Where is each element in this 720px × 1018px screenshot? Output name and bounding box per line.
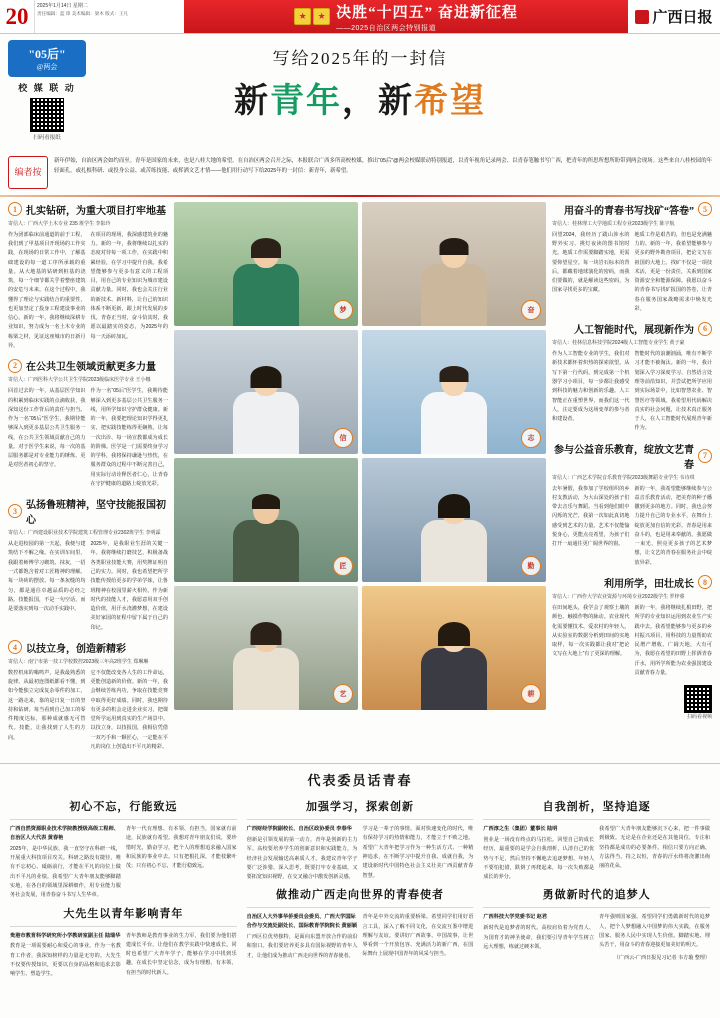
headline-part-3: ，新 (342, 83, 414, 120)
banner-title: 决胜“十四五” 奋进新征程 (336, 4, 518, 21)
entry-header (552, 441, 712, 471)
entry-author: 寄信人：广西大学土木专业 235 班学生 李影玲 (8, 220, 111, 227)
paper-logo (628, 0, 720, 33)
photo-badge: 信 (333, 428, 353, 448)
entry-header (8, 358, 168, 373)
letter-entry-5 (552, 202, 712, 314)
lower-heading-2b: 做推动广西走向世界的青春使者 (275, 889, 444, 902)
speaker-name-1: 广西自然资源职业技术学院教授级高级工程师、自治区人大代表 黄春艳 (10, 826, 119, 842)
lower-text-1c: 教育是一项需要耐心和爱心的事业。作为一名教育工作者，我深知榜样的力量是无穷的。大先生不仅要传授知识，更要以自身的品格和追求去影响学生、塑造学生。 (10, 943, 121, 978)
divider (483, 907, 710, 908)
lower-heading-2: 加强学习，探索创新 (305, 801, 414, 814)
entry-paragraph-right: 在项目的现场，我深感建筑业的魅力。新的一年，我将继续以扎实的态度对待每一项工作，在实践中积累经验，在学习中提升自我。我希望能够参与更多有意义的工程项目，用自己的专业知识为城市建设贡献力量。同时，我也会关注行业的新技术、新材料，让自己的知识体系不断更新，跟上时代发展的步伐。青春正当时，奋斗恰其时，我愿以最踏实的姿态，为2025年的每一天添砖加瓦。 (90, 231, 168, 340)
letter-entry-2 (8, 358, 168, 489)
lower-text-2c: 广西区位优势独特，是面向东盟开放合作的前沿和窗口。我们要培养更多具有国际视野的青年人才，让他们成为推动广西走向世界的青春使者。 (246, 934, 358, 959)
photo-3 (174, 330, 358, 454)
lower-text-2a: 创新是引领发展的第一动力，青年是创新的主力军。高校要培养学生的创新意识和实践能力，为经济社会发展输送高素质人才。我建议青年学子要广泛涉猎、深入思考，既要打牢专业基础，又要拓宽知识视野，在交叉融合中激发创新灵感。 (246, 837, 358, 881)
photo-7 (174, 586, 358, 710)
editor-note (8, 156, 712, 189)
letter-entry-8 (552, 575, 712, 678)
photo-badge: 梦 (333, 300, 353, 320)
entry-author: 寄信人：广西医科大学公共卫生学院2023级临床医学专业 王小娜 (8, 377, 151, 384)
lower-heading-1: 初心不忘，行能致远 (69, 801, 178, 814)
entry-header (8, 202, 168, 217)
right-column (552, 202, 712, 759)
entry-header (552, 321, 712, 336)
entry-paragraph-right: 它不仅能改变各人生的工作命运，更能创造新的价值。新的一年，我会继续苦练内功，争取在技能竞赛中取得更好成绩。同时，我也期待有更多的机会走进企业实习，把课堂所学运用到真实的生产场景中。以技立身，以技报国，我相信凭借一双巧手和一颗匠心，一定能在平凡的岗位上创造出不平凡的精彩。 (90, 669, 168, 750)
entry-paragraph-right: 地质工作是艰苦的，但也是充满魅力的。新的一年，我希望能够参与更多的野外勘查项目，把论文写在祖国的大地上。找矿不仅是一项技术活，更是一份责任，关系到国家资源安全和能源保障。我愿以奋斗的青春书写找矿报国的答卷，让青春在服务国家战略需求中焕发光彩。 (634, 231, 712, 312)
photo-badge: 奋 (521, 300, 541, 320)
editor-note-text: 新年伊始，自治区两会如约而至。青年是国家的未来，也是八桂大地的希望。在自治区两会召开之际，本报联合广西多所高校校媒，推出“05后”@两会校媒联动特别报道，以青年视角记录两会、以青春笔触书写广西，把青年的所思所想所盼带到两会现场。这些来自八桂校园的年轻面孔，或扎根科研、或投身公益、或苦练技能、或挥洒文艺才情——他们用行动写下给2025年的一封信：新青年，新希望。 (54, 158, 712, 174)
qr-code-icon[interactable] (30, 98, 64, 132)
entry-paragraph-left: 从走进校园的第一天起，我便与建筑结下不解之缘。在实训车间里，我跟着师傅学习砌筑、抹灰，一招一式都饱含着对工匠精神的理解。每一块砖的摆放、每一条灰缝的均匀，都是通往卓越品质的必经之路。技能报国，不是一句空话，而是要落实到每一次动手实践中。 (8, 541, 86, 613)
entry-author: 寄信人：广西建设职业技术学院建筑工程管理专业2302班学生 李明霖 (8, 530, 161, 537)
photo-1 (174, 202, 358, 326)
entry-paragraph-left: 作为人工智能专业的学生，我们对新技术都怀着炽热的探索欲望。从写下第一行代码，到完成第一个机器学习小项目，每一步都让我感受到科技的魅力和创新的乐趣。人工智能正在重塑世界，而我们这一代人，注定要成为这场变革的参与者和建设者。 (552, 351, 630, 423)
letter-entry-3 (8, 496, 168, 633)
qr-video-caption: 扫码看视频 (686, 714, 712, 721)
photo-2 (362, 202, 546, 326)
lower-text-3d: 青年强则国家强。希望同学们勇做新时代的追梦人，把个人梦想融入中国梦的伟大实践，在服务国家、服务人民中实现人生价值。脚踏实地、埋头苦干，用奋斗的青春迎接更加美好的明天。 (599, 914, 710, 949)
headline-block (0, 40, 720, 122)
left-column (8, 202, 168, 759)
kicker: 写给2025年的一封信 (272, 49, 448, 68)
photo-grid (174, 202, 546, 710)
entry-paragraph-right: 2025年，是我职业生涯的关键一年。我将继续打磨技艺，积极备战各类职业技能大赛，用奖牌证明自己的实力。同时，我也希望把所学技能传授给更多的学弟学妹，让鲁班精神在校园里薪火相传。作为新时代的技能人才，我愿意用双手创造价值，用汗水浇灌梦想，在建设美好家园的征程中留下属于自己的印记。 (90, 541, 168, 631)
lower-section-title: 代表委员话青春 (307, 773, 413, 789)
photo-column (174, 202, 546, 759)
photo-badge: 志 (521, 428, 541, 448)
entry-title: 人工智能时代，展现新作为 (574, 325, 694, 337)
speaker-name-1b: 贵港市教育科学研究所小学教研室副主任 陆瑞华 (10, 932, 121, 939)
lower-column-2 (247, 794, 474, 979)
masthead-meta (34, 0, 184, 33)
lower-column-3 (483, 794, 710, 979)
divider (10, 819, 237, 820)
lower-heading-3b: 勇做新时代的追梦人 (542, 889, 651, 902)
headline-part-1: 新 (234, 83, 270, 120)
page-title (0, 73, 720, 122)
lower-heading-3: 自我剖析，坚持追逐 (542, 801, 651, 814)
divider (10, 926, 237, 927)
entry-author: 寄信人：广西艺术学院音乐教育学院2023级舞蹈专业学生 韦诗琪 (552, 474, 695, 481)
masthead (0, 0, 720, 34)
photo-badge: 勤 (521, 556, 541, 576)
badge-box (8, 40, 86, 77)
lower-text-2d: 青年是中外交流的重要桥梁。希望同学们用好语言工具，深入了解不同文化，在交流互鉴中增进理解与友谊。要讲好广西故事、中国故事，让世界看到一个开放包容、充满活力的新广西，在国际舞台上展现中国青年的风采与担当。 (362, 914, 474, 958)
lower-section (0, 794, 720, 979)
lower-column-1 (10, 794, 237, 979)
entry-title: 以技立身，创造新精彩 (26, 643, 126, 655)
lower-credit: （广西云-广西日报见习记者 韦方璇 整理） (613, 955, 710, 962)
divider (247, 819, 474, 820)
entry-number: 3 (8, 504, 22, 518)
lower-text-3c: 新时代是追梦者的时代。高校肩负着为党育人、为国育才的神圣使命，我们要引导青年学生树立远大理想，练就过硬本领。 (483, 925, 595, 950)
entry-number: 8 (698, 575, 712, 589)
entry-paragraph-left: 去年暑假，我参加了学校组织的乡村支教活动，为大山深处的孩子们带去音乐与舞蹈。当看到他们眼中闪烁的光芒，我第一次如此真切地感受到艺术的力量。艺术不仅能愉悦身心，更能点亮希望，为孩子们打开一扇通往更广阔世界的窗。 (552, 485, 630, 548)
entry-title: 利用所学，田壮成长 (604, 578, 694, 590)
special-report-banner (184, 0, 628, 33)
paper-name: 广西日报 (652, 10, 713, 26)
entry-paragraph-right: 智能时代的浪潮汹涌，唯有不断学习才能不被淘汰。新的一年，我计划深入学习深度学习、自然语言处理等前沿知识，并尝试把所学应用到实际场景中，比如智慧农业、智慧医疗等领域。我希望用代码解决真实的社会问题，让技术真正服务于人，在人工智能时代展现青年新作为。 (634, 351, 712, 432)
logo-mark-icon (635, 10, 649, 24)
lower-text-2b: 学习是一辈子的事情。面对快速变化的时代，唯有保持学习的热情和能力，才能立于不败之地。希望广大青年把学习作为一种生活方式、一种精神追求，在不断学习中提升自我、成就自我，为建设新时代中国特色社会主义壮美广西贡献青春智慧。 (362, 826, 474, 879)
entry-number: 6 (698, 322, 712, 336)
title-area (0, 34, 720, 152)
lower-text-1b: 青年一代有理想、有本领、有担当，国家就有前途，民族就有希望。我想对青年朋友们说，要珍惜时光，勤奋学习，把个人的理想追求融入国家和民族的事业中去。只有把根扎深，才能枝繁叶茂；只有初心不忘，才能行稳致远。 (125, 826, 237, 870)
entry-paragraph-left: 数控机床的嗡鸣声，是我最熟悉的旋律。从最初连图纸都看不懂，到如今能独立完成复杂零件的加工，这一路走来，靠的是日复一日的坚持和钻研。每当看到自己加工的零件精度达标，那种成就感无可替代。技能，让我找到了人生的方向。 (8, 669, 86, 741)
section-divider (0, 763, 720, 764)
photo-5 (174, 458, 358, 582)
lower-text-1a: 2025年，是中华民族、我一直坚守在科研一线，开展重大科技项目攻关。科研之路没有捷径，唯有不忘初心、砥砺前行，才能在平凡的岗位上做出不平凡的业绩。我希望广大青年朋友能够脚踏实地，在各自的领域里深耕细作，用专业能力服务社会发展，用青春奋斗书写人生华章。 (10, 845, 121, 899)
entry-header (8, 496, 168, 526)
editor-note-label: 编者按 (8, 156, 48, 189)
entry-number: 5 (698, 202, 712, 216)
photo-badge: 匠 (333, 556, 353, 576)
speaker-name-2b: 自治区人大外事华侨委员会委员、广西大学国际合作与交流处副处长、国际教育学院院长 黄丽颖 (246, 914, 358, 930)
entry-number: 2 (8, 359, 22, 373)
photo-badge: 艺 (333, 684, 353, 704)
entry-number: 1 (8, 202, 22, 216)
entry-author: 寄信人：广西作大学农业资源与环境专业2022级学生 罗梓睿 (552, 593, 685, 600)
divider (247, 907, 474, 908)
entry-paragraph-left: 回望2024，我经历了跋山涉水的野外实习、挑灯夜读的图书馆时光。地质工作需要脚踏实地，更需要仰望星空。每一块岩石标本的背后，都藏着地球演化的密码，而我们要做的，就是解读这些密码，为国家寻找更多的宝藏。 (552, 231, 630, 294)
photo-4 (362, 330, 546, 454)
entry-paragraph-right: 新的一年，我将继续扎根田野，把所学的专业知识运用到农业生产实践中去。我希望能够参与更多的乡村振兴项目，用科技的力量帮助农民增产增收。广阔天地，大有可为，我愿在希望的田野上挥洒青春汗水，用所学所能为农业强国建设贡献青春力量。 (634, 604, 712, 676)
entry-number: 4 (8, 640, 22, 654)
lower-text-1d: 青年教师是教育事业的生力军，我们要为他们搭建成长平台，让他们在教学实践中快速成长。同时也希望广大青年学子，能够在学习中找到乐趣，在成长中坚定信念，成为有理想、有本领、有担当的时代新人。 (125, 932, 237, 976)
decorative-divider (0, 195, 720, 197)
badge-line2: @两会 (36, 63, 58, 71)
editor-credits: 责任编辑：蓝 锋 美术编辑：梁木 版式：王凡 (37, 10, 129, 16)
speaker-name-2: 广西财经学院副校长、自治区政协委员 李春华 (246, 826, 352, 833)
letter-entry-7 (552, 441, 712, 568)
headline-part-4: 希望 (414, 83, 486, 120)
badge-subtitle: 校 媒 联 动 (18, 83, 76, 93)
entry-paragraph-left: 回首过去的一年，从基层医学知识的积累到临床实践的点滴收获，我深知这份工作背后的责任与担当。作为一名“05后”医学生，我期待能够深入到更多基层公共卫生服务一线，在公共卫生领域贡献自己的力量。对于医学生来说，每一次的基层服务都是对专业能力的锤炼，更是对医者初心的坚守。 (8, 388, 86, 469)
entry-author: 寄信人：桂林理工大学地质工程专业2023级学生 陈宇航 (552, 220, 675, 227)
entry-number: 7 (698, 449, 712, 463)
entry-paragraph-right: 新的一年，我希望能够继续参与公益音乐教育活动，把美育的种子播撒到更多的地方。同时，我也会努力提升自己的专业水平，在舞台上绽放更加自信的光彩。青春是用来奋斗的，也是用来奉献的。我愿做一束光，照亮更多孩子的艺术梦想，让文艺的青春在服务社会中绽放异彩。 (634, 485, 712, 566)
main-content (0, 202, 720, 759)
entry-header (552, 575, 712, 590)
photo-6 (362, 458, 546, 582)
entry-author: 寄信人：南宁市第一技工学校数控2023级三年高2班学生 郑琳琳 (8, 658, 149, 665)
lower-heading-1b: 大先生以青年影响青年 (63, 907, 184, 920)
campus-media-badge (8, 40, 86, 141)
entry-title: 参与公益音乐教育，绽放文艺青春 (554, 444, 694, 471)
entry-header (8, 640, 168, 655)
speaker-name-3: 广西淳之生（集团）董事长 陆明 (483, 826, 558, 833)
headline-part-2: 青年 (270, 83, 342, 120)
entry-header (552, 202, 712, 217)
qr-code-video-icon[interactable] (684, 685, 712, 713)
entry-title: 弘扬鲁班精神，坚守技能报国初心 (26, 500, 166, 527)
national-emblem-icon (294, 8, 330, 25)
letter-entry-6 (552, 321, 712, 433)
divider (483, 819, 710, 820)
lower-text-3a: 创业是一场没有终点的马拉松。回望自己的成长经历，最重要的是学会自我剖析，认清自己的优势与不足，然后坚持不懈地去追逐梦想。年轻人不要怕犯错，跌倒了再爬起来，每一次失败都是成长的养分。 (483, 837, 595, 881)
speaker-name-3b: 广西科技大学党委书记 赵君 (483, 914, 548, 921)
photo-8 (362, 586, 546, 710)
lower-text-3b: 我希望广大青年朋友能够沉下心来，把一件事做到极致。无论是在企业还是在其他岗位，专注和坚持都是成功的必要条件。相信只要方向正确、方法得当、持之以恒，青春的汗水终将浇灌出绚丽的花朵。 (599, 826, 710, 870)
banner-subtitle: ——2025自治区两会特别报道 (336, 24, 437, 32)
entry-title: 在公共卫生领域贡献更多力量 (26, 362, 156, 374)
publication-date: 2025年1月14日 星期二 (37, 3, 88, 9)
entry-title: 用奋斗的青春书写找矿“答卷” (564, 205, 694, 217)
entry-paragraph-left: 在田间地头，我学会了观察土壤的颜色、触摸作物的脉动。农业现代化需要懂技术、爱农村的年轻人。从实验室的数据分析到田间的实地取样，每一次实践都让我对“把论文写在大地上”有了更深的理解。 (552, 604, 630, 658)
entry-paragraph-left: 作为团部临床前通道的前于工程，我们到了甲基项目开现场的工作实践，在现场的日常工作中，了解基础建设的每一道工序所承载的重量。从大地基的钻研到桩基的浇筑，每一个细节都关乎着整座建筑的安危与未来。在这个过程中，我懂得了理论与实践结合的重要性，也更加坚定了投身工程建设事业的信心。新的一年，我将继续深耕专业知识，努力成为一名土木专业的栋梁之材，见证这座城市的日新月异。 (8, 231, 86, 349)
letter-entry-1 (8, 202, 168, 351)
entry-title: 扎实钻研，为重大项目打牢地基 (26, 205, 166, 217)
photo-badge: 耕 (521, 684, 541, 704)
page-number: 20 (5, 3, 29, 29)
letter-entry-4 (8, 640, 168, 752)
qr-caption: 扫码看报纸 (33, 135, 61, 141)
entry-author: 寄信人：桂林信息科技学院2024级人工智能专业学生 黄子豪 (552, 340, 685, 347)
badge-line1: "05后" (28, 47, 66, 61)
entry-paragraph-right: 作为一名“05后”医学生，我期待能够深入到更多基层公共卫生服务一线，用所学知识守护群众健康。新的一年，我要把理论知识学得更扎实，把实践技能练得更娴熟，让每一次出诊、每一场宣教都成为成长的阶梯。医学是一门需要终身学习的学科，我将保持谦逊与热忱，在服务群众的过程中不断完善自己，用实际行动诠释医者仁心，让青春在守护健康的道路上绽放光彩。 (90, 388, 168, 487)
